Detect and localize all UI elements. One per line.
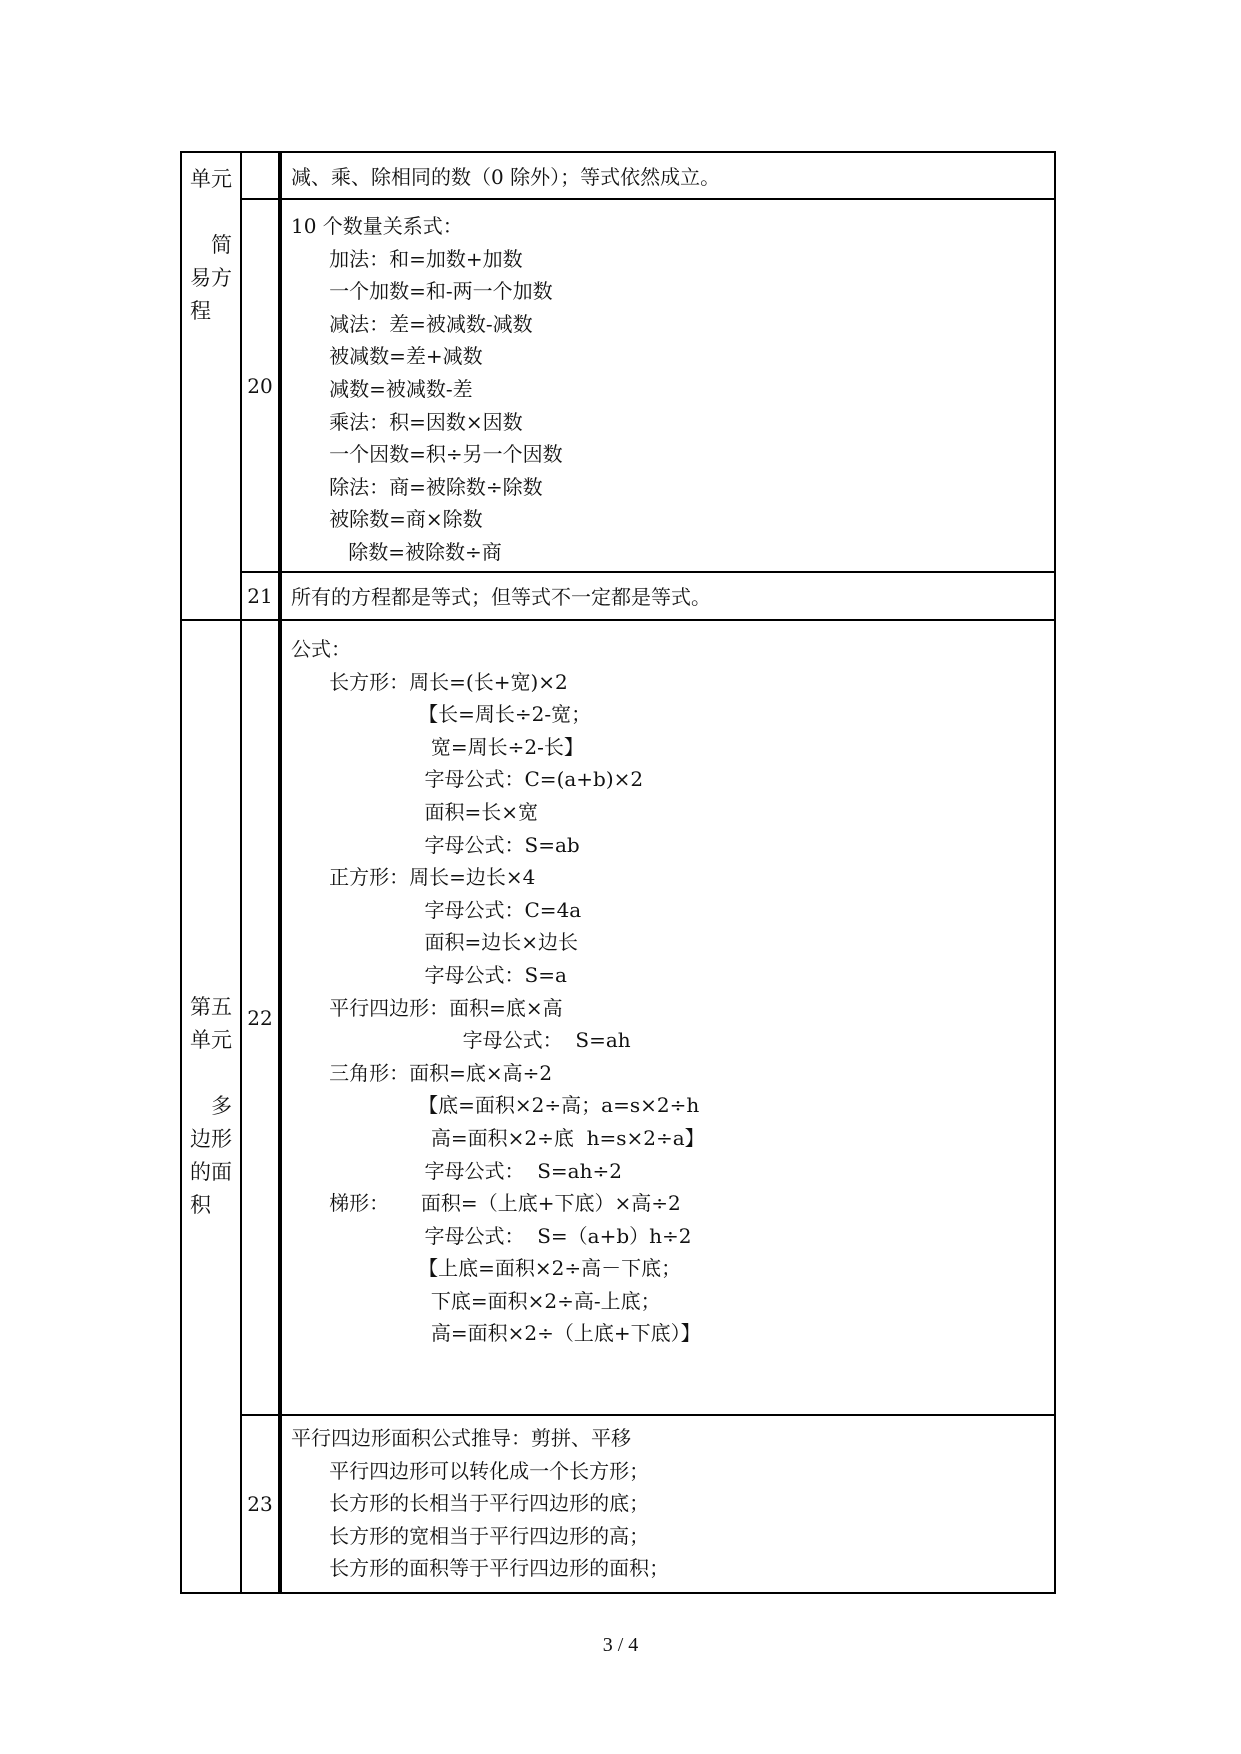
content-line: 字母公式：S=ab bbox=[291, 832, 580, 857]
content-line: 长方形的宽相当于平行四边形的高； bbox=[291, 1523, 650, 1548]
table-row bbox=[181, 1415, 1055, 1593]
table-row bbox=[181, 620, 1055, 1415]
row-content bbox=[280, 152, 1055, 199]
unit-cell-equations bbox=[181, 152, 241, 620]
page-number: 3 / 4 bbox=[602, 1634, 639, 1656]
content-line: 字母公式：S=a bbox=[291, 962, 567, 987]
unit-gap bbox=[190, 196, 234, 229]
content-line: 减数=被减数-差 bbox=[291, 376, 473, 401]
unit-line: 简 bbox=[190, 233, 232, 257]
unit-line: 积 bbox=[190, 1193, 211, 1217]
content-line: 【长=周长÷2-宽； bbox=[291, 702, 592, 727]
row-number: 22 bbox=[241, 620, 280, 1415]
content-line: 长方形的长相当于平行四边形的底； bbox=[291, 1491, 650, 1516]
unit-cell-polygon-area bbox=[181, 620, 241, 1593]
content-line: 长方形：周长=(长+宽)×2 bbox=[291, 669, 568, 694]
content-line: 减法：差=被减数-减数 bbox=[291, 311, 533, 336]
table-row bbox=[181, 572, 1055, 620]
content-line: 公式： bbox=[291, 637, 351, 661]
content-line: 梯形： 面积=（上底+下底）×高÷2 bbox=[291, 1191, 681, 1216]
content-line: 被减数=差+减数 bbox=[291, 344, 483, 369]
row-number bbox=[241, 152, 280, 199]
content-line: 面积=边长×边长 bbox=[291, 930, 579, 955]
unit-line: 程 bbox=[190, 299, 211, 323]
row-number: 23 bbox=[241, 1415, 280, 1593]
content-line: 一个加数=和-两一个加数 bbox=[291, 279, 553, 304]
content-line: 平行四边形可以转化成一个长方形； bbox=[291, 1458, 650, 1483]
content-line: 长方形的面积等于平行四边形的面积； bbox=[291, 1556, 670, 1581]
content-line: 下底=面积×2÷高-上底； bbox=[291, 1288, 661, 1313]
content-line: 字母公式： S=（a+b）h÷2 bbox=[291, 1223, 692, 1248]
content-line: 平行四边形：面积=底×高 bbox=[291, 995, 563, 1020]
unit-line: 边形 bbox=[190, 1127, 232, 1151]
unit-line: 易方 bbox=[190, 266, 232, 290]
row-content bbox=[280, 1415, 1055, 1593]
content-line: 正方形：周长=边长×4 bbox=[291, 865, 536, 890]
row-content bbox=[280, 199, 1055, 572]
content-line: 10 个数量关系式： bbox=[291, 214, 463, 238]
unit-line: 单元 bbox=[190, 1028, 232, 1052]
unit-line: 第五 bbox=[190, 995, 232, 1019]
content-line: 平行四边形面积公式推导：剪拼、平移 bbox=[291, 1426, 631, 1450]
content-line: 【底=面积×2÷高；a=s×2÷h bbox=[291, 1093, 700, 1118]
content-line: 所有的方程都是等式；但等式不一定都是等式。 bbox=[291, 585, 711, 609]
content-line: 一个因数=积÷另一个因数 bbox=[291, 442, 563, 467]
content-line: 加法：和=加数+加数 bbox=[291, 246, 523, 271]
unit-line: 单元 bbox=[190, 167, 232, 191]
content-line: 宽=周长÷2-长】 bbox=[291, 734, 584, 759]
content-line: 被除数=商×除数 bbox=[291, 507, 483, 532]
unit-line: 的面 bbox=[190, 1160, 232, 1184]
table-row bbox=[181, 199, 1055, 572]
content-line: 除数=被除数÷商 bbox=[291, 539, 502, 564]
content-line: 高=面积×2÷底 h=s×2÷a】 bbox=[291, 1125, 705, 1150]
content-line: 乘法：积=因数×因数 bbox=[291, 409, 523, 434]
unit-line: 多 bbox=[190, 1094, 232, 1118]
content-line: 减、乘、除相同的数（0 除外）；等式依然成立。 bbox=[291, 165, 721, 189]
content-line: 字母公式：C=4a bbox=[291, 897, 582, 922]
content-line: 高=面积×2÷（上底+下底）】 bbox=[291, 1321, 701, 1346]
row-content bbox=[280, 620, 1055, 1415]
row-number: 20 bbox=[241, 199, 280, 572]
row-number: 21 bbox=[241, 572, 280, 620]
table-row bbox=[181, 152, 1055, 199]
content-line: 面积=长×宽 bbox=[291, 799, 539, 824]
content-line: 【上底=面积×2÷高－下底； bbox=[291, 1256, 682, 1281]
content-line: 三角形：面积=底×高÷2 bbox=[291, 1060, 553, 1085]
content-line: 字母公式：C=(a+b)×2 bbox=[291, 767, 644, 792]
unit-gap bbox=[190, 1057, 234, 1090]
content-line: 除法：商=被除数÷除数 bbox=[291, 474, 543, 499]
row-content bbox=[280, 572, 1055, 620]
content-line: 字母公式： S=ah÷2 bbox=[291, 1158, 622, 1183]
summary-table bbox=[180, 151, 1056, 1594]
content-line: 字母公式： S=ah bbox=[291, 1028, 631, 1053]
